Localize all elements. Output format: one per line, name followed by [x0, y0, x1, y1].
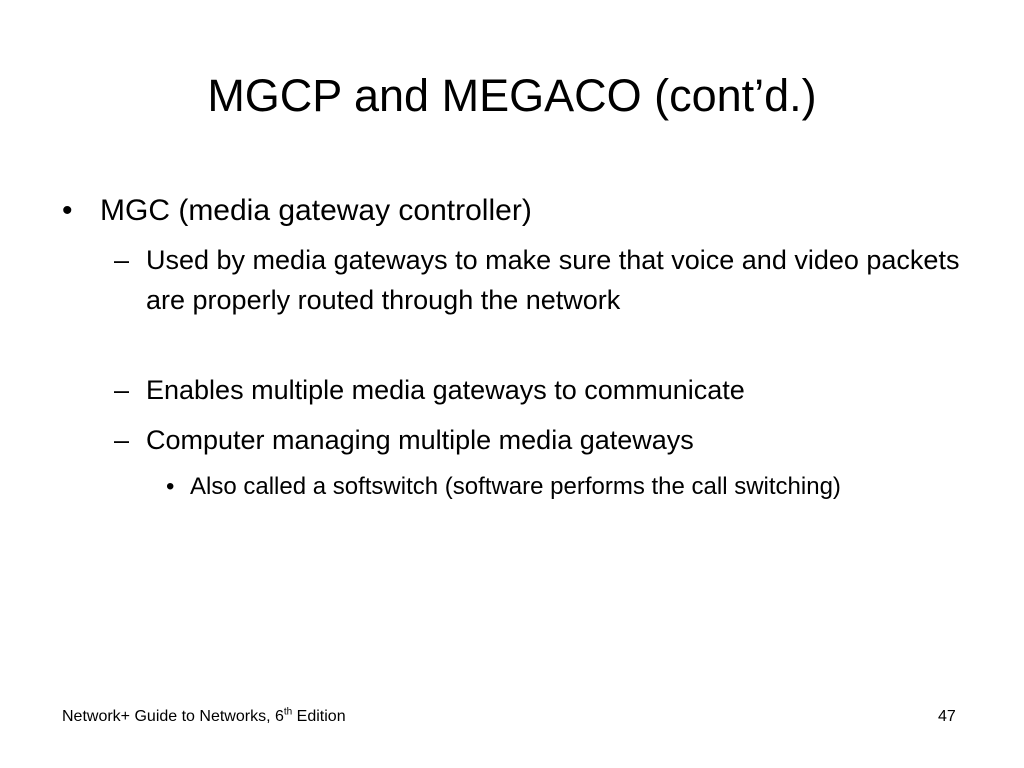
bullet-item: [62, 191, 962, 231]
sub-bullet-item: [114, 420, 974, 460]
sub-bullet-item: [114, 240, 974, 360]
sub-sub-bullet-text: Also called a softswitch (software performs the call switching): [190, 473, 841, 500]
sub-bullet-item: [114, 370, 974, 410]
dash-marker: –: [114, 375, 130, 405]
footer-text-before: Network+ Guide to Networks, 6: [62, 708, 284, 725]
sub-bullet-text: Enables multiple media gateways to communicate: [146, 375, 745, 405]
page-number: 47: [938, 708, 956, 725]
dash-marker: –: [114, 425, 130, 455]
bullet-marker: •: [166, 473, 175, 500]
footer-course-title: [62, 707, 346, 727]
footer-superscript: th: [283, 706, 293, 718]
dash-marker: –: [114, 245, 130, 275]
slide-title: MGCP and MEGACO (cont’d.): [207, 70, 817, 121]
bullet-text: MGC (media gateway controller): [100, 194, 532, 227]
sub-bullet-text: Used by media gateways to make sure that voice and video packets are properly routed through the network: [146, 245, 960, 315]
footer-text-after: Edition: [292, 708, 346, 725]
sub-bullet-text: Computer managing multiple media gateways: [146, 425, 694, 455]
sub-sub-bullet-item: [166, 470, 906, 540]
bullet-marker: •: [62, 194, 73, 227]
